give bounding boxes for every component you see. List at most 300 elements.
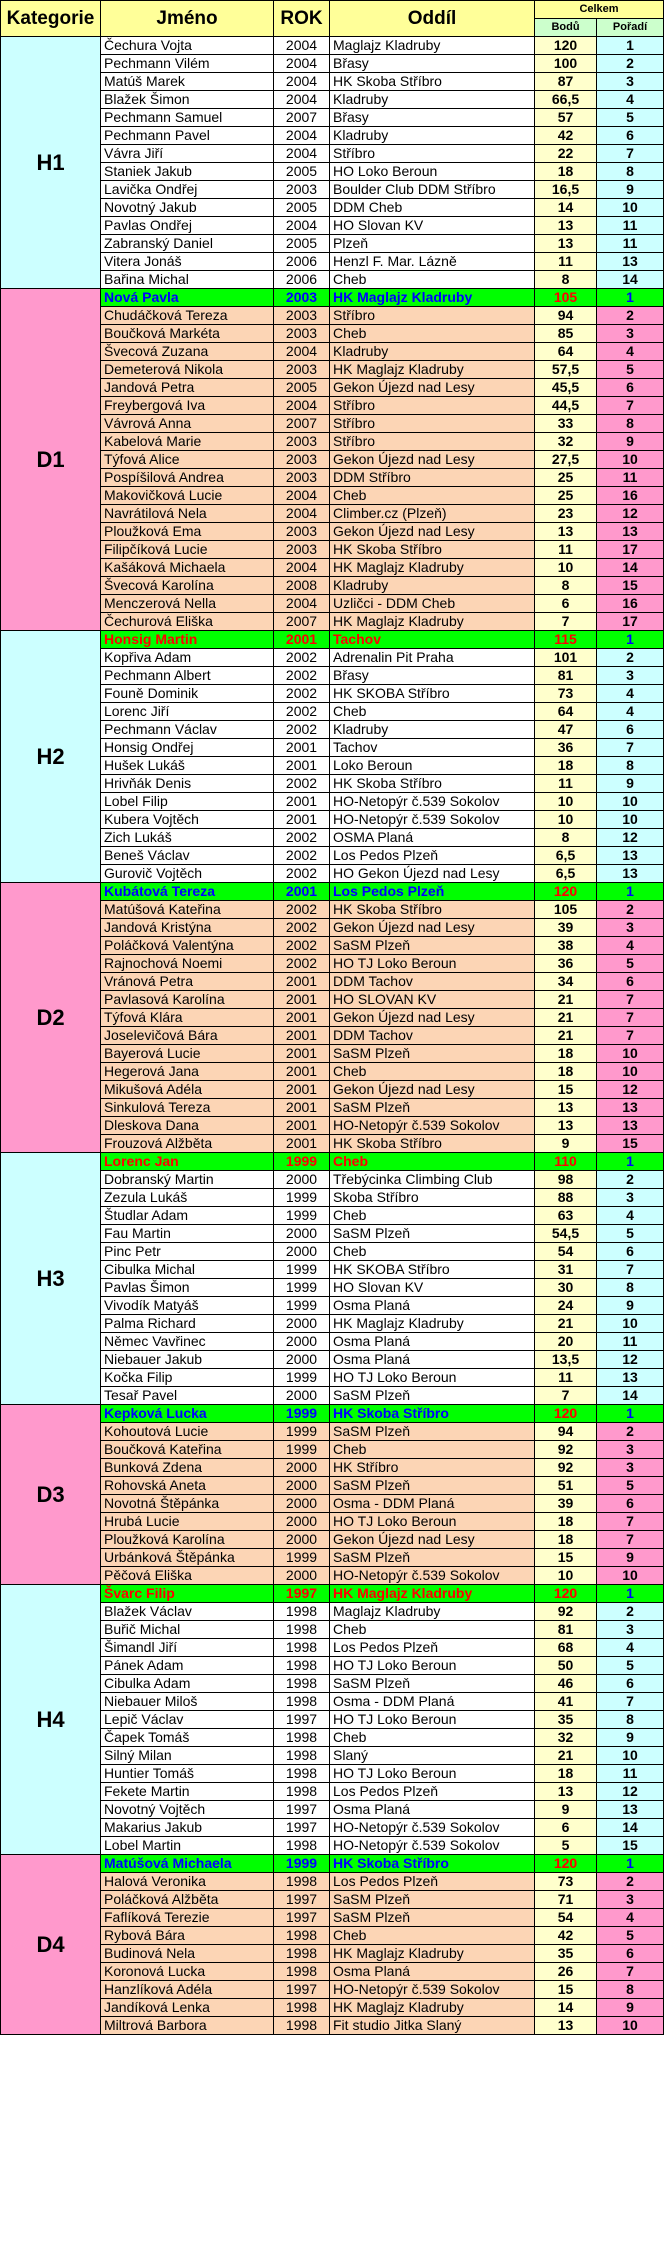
points: 8	[535, 829, 597, 847]
birth-year: 1999	[274, 1855, 330, 1873]
competitor-name: Švarc Filip	[101, 1585, 274, 1603]
points: 11	[535, 253, 597, 271]
club-name: DDM Tachov	[330, 1027, 535, 1045]
birth-year: 2000	[274, 1531, 330, 1549]
birth-year: 2001	[274, 1063, 330, 1081]
birth-year: 2004	[274, 73, 330, 91]
table-row	[1, 361, 664, 379]
rank: 11	[597, 469, 664, 487]
header-poradi: Pořadí	[597, 19, 664, 37]
competitor-name: Chudáčková Tereza	[101, 307, 274, 325]
competitor-name: Filipčíková Lucie	[101, 541, 274, 559]
rank: 17	[597, 541, 664, 559]
competitor-name: Rajnochová Noemi	[101, 955, 274, 973]
club-name: Osma Planá	[330, 1963, 535, 1981]
birth-year: 2001	[274, 1117, 330, 1135]
points: 11	[535, 775, 597, 793]
rank: 12	[597, 1783, 664, 1801]
points: 105	[535, 289, 597, 307]
birth-year: 2001	[274, 1081, 330, 1099]
competitor-name: Hegerová Jana	[101, 1063, 274, 1081]
points: 100	[535, 55, 597, 73]
competitor-name: Staniek Jakub	[101, 163, 274, 181]
club-name: Stříbro	[330, 415, 535, 433]
birth-year: 1998	[274, 1729, 330, 1747]
birth-year: 2004	[274, 217, 330, 235]
club-name: HO TJ Loko Beroun	[330, 1711, 535, 1729]
club-name: Osma Planá	[330, 1351, 535, 1369]
club-name: HK Maglajz Kladruby	[330, 289, 535, 307]
points: 98	[535, 1171, 597, 1189]
points: 27,5	[535, 451, 597, 469]
club-name: Kladruby	[330, 91, 535, 109]
birth-year: 1999	[274, 1441, 330, 1459]
rank: 11	[597, 235, 664, 253]
rank: 13	[597, 523, 664, 541]
table-row	[1, 1837, 664, 1855]
rank: 3	[597, 73, 664, 91]
club-name: HO-Netopýr č.539 Sokolov	[330, 1567, 535, 1585]
club-name: HO TJ Loko Beroun	[330, 1369, 535, 1387]
birth-year: 1998	[274, 1621, 330, 1639]
points: 94	[535, 307, 597, 325]
rank: 5	[597, 955, 664, 973]
club-name: OSMA Planá	[330, 829, 535, 847]
club-name: SaSM Plzeň	[330, 1549, 535, 1567]
rank: 13	[597, 1117, 664, 1135]
rank: 2	[597, 901, 664, 919]
rank: 9	[597, 181, 664, 199]
rank: 8	[597, 1981, 664, 1999]
club-name: Osma - DDM Planá	[330, 1693, 535, 1711]
rank: 14	[597, 559, 664, 577]
competitor-name: Sinkulová Tereza	[101, 1099, 274, 1117]
birth-year: 2001	[274, 883, 330, 901]
club-name: Kladruby	[330, 127, 535, 145]
birth-year: 1998	[274, 2017, 330, 2035]
table-row	[1, 1981, 664, 1999]
rank: 6	[597, 1945, 664, 1963]
competitor-name: Hrivňák Denis	[101, 775, 274, 793]
club-name: SaSM Plzeň	[330, 937, 535, 955]
points: 64	[535, 703, 597, 721]
table-row	[1, 2017, 664, 2035]
results-body	[1, 37, 664, 2035]
club-name: Gekon Újezd nad Lesy	[330, 1081, 535, 1099]
rank: 7	[597, 1693, 664, 1711]
table-row	[1, 1729, 664, 1747]
points: 57,5	[535, 361, 597, 379]
competitor-name: Beneš Václav	[101, 847, 274, 865]
competitor-name: Zezula Lukáš	[101, 1189, 274, 1207]
points: 25	[535, 469, 597, 487]
birth-year: 2003	[274, 289, 330, 307]
points: 34	[535, 973, 597, 991]
birth-year: 2002	[274, 901, 330, 919]
competitor-name: Pechmann Václav	[101, 721, 274, 739]
club-name: SaSM Plzeň	[330, 1423, 535, 1441]
competitor-name: Urbánková Štěpánka	[101, 1549, 274, 1567]
rank: 9	[597, 1729, 664, 1747]
table-row	[1, 739, 664, 757]
rank: 13	[597, 847, 664, 865]
birth-year: 2004	[274, 37, 330, 55]
table-row	[1, 1459, 664, 1477]
competitor-name: Čechurová Eliška	[101, 613, 274, 631]
table-row	[1, 1189, 664, 1207]
birth-year: 2001	[274, 1027, 330, 1045]
birth-year: 2003	[274, 469, 330, 487]
rank: 3	[597, 1189, 664, 1207]
club-name: Cheb	[330, 1063, 535, 1081]
club-name: Tachov	[330, 739, 535, 757]
table-row	[1, 973, 664, 991]
rank: 3	[597, 325, 664, 343]
points: 22	[535, 145, 597, 163]
rank: 12	[597, 505, 664, 523]
birth-year: 1999	[274, 1153, 330, 1171]
club-name: HK Skoba Stříbro	[330, 541, 535, 559]
rank: 8	[597, 163, 664, 181]
rank: 4	[597, 685, 664, 703]
table-row	[1, 721, 664, 739]
rank: 15	[597, 1135, 664, 1153]
table-row	[1, 1351, 664, 1369]
rank: 6	[597, 1243, 664, 1261]
points: 14	[535, 199, 597, 217]
rank: 13	[597, 1369, 664, 1387]
rank: 9	[597, 1549, 664, 1567]
table-row	[1, 541, 664, 559]
competitor-name: Tesař Pavel	[101, 1387, 274, 1405]
club-name: Tachov	[330, 631, 535, 649]
rank: 7	[597, 1513, 664, 1531]
table-row	[1, 1891, 664, 1909]
points: 13	[535, 235, 597, 253]
table-row	[1, 325, 664, 343]
rank: 6	[597, 1495, 664, 1513]
table-row	[1, 523, 664, 541]
points: 51	[535, 1477, 597, 1495]
points: 44,5	[535, 397, 597, 415]
table-row	[1, 1117, 664, 1135]
club-name: HO TJ Loko Beroun	[330, 955, 535, 973]
club-name: SaSM Plzeň	[330, 1675, 535, 1693]
birth-year: 1998	[274, 1927, 330, 1945]
category-label: H1	[1, 37, 101, 289]
competitor-name: Founě Dominik	[101, 685, 274, 703]
table-row	[1, 883, 664, 901]
table-row	[1, 847, 664, 865]
points: 10	[535, 811, 597, 829]
birth-year: 2004	[274, 595, 330, 613]
competitor-name: Silný Milan	[101, 1747, 274, 1765]
competitor-name: Dleskova Dana	[101, 1117, 274, 1135]
table-row	[1, 397, 664, 415]
table-row	[1, 1567, 664, 1585]
points: 54	[535, 1243, 597, 1261]
competitor-name: Nová Pavla	[101, 289, 274, 307]
competitor-name: Pechmann Samuel	[101, 109, 274, 127]
club-name: Cheb	[330, 271, 535, 289]
birth-year: 2001	[274, 1045, 330, 1063]
club-name: Gekon Újezd nad Lesy	[330, 919, 535, 937]
birth-year: 2000	[274, 1351, 330, 1369]
competitor-name: Miltrová Barbora	[101, 2017, 274, 2035]
category-label: D2	[1, 883, 101, 1153]
rank: 3	[597, 1891, 664, 1909]
club-name: Cheb	[330, 1441, 535, 1459]
birth-year: 2002	[274, 847, 330, 865]
rank: 6	[597, 379, 664, 397]
birth-year: 2002	[274, 865, 330, 883]
competitor-name: Hanzlíková Adéla	[101, 1981, 274, 1999]
competitor-name: Cibulka Adam	[101, 1675, 274, 1693]
table-row	[1, 1171, 664, 1189]
rank: 7	[597, 1531, 664, 1549]
birth-year: 2001	[274, 793, 330, 811]
table-row	[1, 73, 664, 91]
rank: 1	[597, 1585, 664, 1603]
rank: 4	[597, 1207, 664, 1225]
points: 92	[535, 1459, 597, 1477]
competitor-name: Niebauer Jakub	[101, 1351, 274, 1369]
birth-year: 1998	[274, 1963, 330, 1981]
points: 6	[535, 595, 597, 613]
table-row	[1, 1945, 664, 1963]
competitor-name: Švecová Zuzana	[101, 343, 274, 361]
table-row	[1, 991, 664, 1009]
table-row	[1, 1315, 664, 1333]
rank: 13	[597, 1801, 664, 1819]
points: 50	[535, 1657, 597, 1675]
competitor-name: Rohovská Aneta	[101, 1477, 274, 1495]
competitor-name: Mikušová Adéla	[101, 1081, 274, 1099]
competitor-name: Jandová Petra	[101, 379, 274, 397]
points: 10	[535, 559, 597, 577]
club-name: Cheb	[330, 487, 535, 505]
points: 16,5	[535, 181, 597, 199]
competitor-name: Gurovič Vojtěch	[101, 865, 274, 883]
club-name: Cheb	[330, 1153, 535, 1171]
birth-year: 2001	[274, 757, 330, 775]
table-row	[1, 37, 664, 55]
header-rok: ROK	[274, 1, 330, 37]
birth-year: 2003	[274, 361, 330, 379]
competitor-name: Boučková Kateřina	[101, 1441, 274, 1459]
club-name: HK Maglajz Kladruby	[330, 613, 535, 631]
club-name: Stříbro	[330, 433, 535, 451]
table-row	[1, 595, 664, 613]
rank: 1	[597, 1405, 664, 1423]
rank: 7	[597, 1027, 664, 1045]
competitor-name: Pechmann Albert	[101, 667, 274, 685]
points: 18	[535, 1513, 597, 1531]
points: 31	[535, 1261, 597, 1279]
points: 32	[535, 1729, 597, 1747]
table-row	[1, 1603, 664, 1621]
rank: 5	[597, 1927, 664, 1945]
competitor-name: Honsig Martin	[101, 631, 274, 649]
table-row	[1, 1639, 664, 1657]
table-row	[1, 1009, 664, 1027]
rank: 8	[597, 1711, 664, 1729]
competitor-name: Kočka Filip	[101, 1369, 274, 1387]
points: 14	[535, 1999, 597, 2017]
rank: 4	[597, 1639, 664, 1657]
rank: 13	[597, 253, 664, 271]
club-name: Cheb	[330, 703, 535, 721]
competitor-name: Lepič Václav	[101, 1711, 274, 1729]
competitor-name: Halová Veronika	[101, 1873, 274, 1891]
points: 63	[535, 1207, 597, 1225]
table-row	[1, 955, 664, 973]
birth-year: 1999	[274, 1549, 330, 1567]
table-row	[1, 1243, 664, 1261]
table-row	[1, 1819, 664, 1837]
table-row	[1, 577, 664, 595]
rank: 16	[597, 487, 664, 505]
club-name: HK Maglajz Kladruby	[330, 1999, 535, 2017]
club-name: Henzl F. Mar. Lázně	[330, 253, 535, 271]
points: 38	[535, 937, 597, 955]
points: 9	[535, 1801, 597, 1819]
table-row	[1, 289, 664, 307]
points: 21	[535, 1027, 597, 1045]
table-row	[1, 1495, 664, 1513]
rank: 13	[597, 865, 664, 883]
competitor-name: Pavlas Ondřej	[101, 217, 274, 235]
birth-year: 1997	[274, 1981, 330, 1999]
points: 81	[535, 667, 597, 685]
rank: 1	[597, 289, 664, 307]
competitor-name: Freybergová Iva	[101, 397, 274, 415]
club-name: HO-Netopýr č.539 Sokolov	[330, 811, 535, 829]
birth-year: 2000	[274, 1459, 330, 1477]
birth-year: 2002	[274, 829, 330, 847]
rank: 10	[597, 1315, 664, 1333]
competitor-name: Faflíková Terezie	[101, 1909, 274, 1927]
rank: 9	[597, 1999, 664, 2017]
club-name: HO TJ Loko Beroun	[330, 1765, 535, 1783]
club-name: Třebýcinka Climbing Club	[330, 1171, 535, 1189]
points: 42	[535, 1927, 597, 1945]
rank: 4	[597, 343, 664, 361]
points: 64	[535, 343, 597, 361]
competitor-name: Ploužková Ema	[101, 523, 274, 541]
birth-year: 2003	[274, 433, 330, 451]
competitor-name: Týfová Klára	[101, 1009, 274, 1027]
table-row	[1, 1621, 664, 1639]
table-row	[1, 127, 664, 145]
club-name: DDM Tachov	[330, 973, 535, 991]
club-name: HK Skoba Stříbro	[330, 775, 535, 793]
competitor-name: Vránová Petra	[101, 973, 274, 991]
club-name: Gekon Újezd nad Lesy	[330, 1009, 535, 1027]
rank: 2	[597, 1873, 664, 1891]
birth-year: 2002	[274, 667, 330, 685]
rank: 3	[597, 1621, 664, 1639]
competitor-name: Budinová Nela	[101, 1945, 274, 1963]
points: 10	[535, 793, 597, 811]
birth-year: 2004	[274, 487, 330, 505]
table-row	[1, 757, 664, 775]
birth-year: 2002	[274, 955, 330, 973]
points: 35	[535, 1711, 597, 1729]
birth-year: 1997	[274, 1801, 330, 1819]
points: 11	[535, 541, 597, 559]
rank: 2	[597, 55, 664, 73]
club-name: Los Pedos Plzeň	[330, 847, 535, 865]
birth-year: 2004	[274, 559, 330, 577]
birth-year: 2000	[274, 1495, 330, 1513]
points: 92	[535, 1603, 597, 1621]
rank: 2	[597, 1603, 664, 1621]
rank: 2	[597, 1171, 664, 1189]
rank: 2	[597, 307, 664, 325]
birth-year: 2001	[274, 973, 330, 991]
rank: 12	[597, 1081, 664, 1099]
club-name: HK Skoba Stříbro	[330, 73, 535, 91]
club-name: Gekon Újezd nad Lesy	[330, 379, 535, 397]
club-name: Cheb	[330, 325, 535, 343]
rank: 12	[597, 1351, 664, 1369]
table-row	[1, 1765, 664, 1783]
competitor-name: Lorenc Jan	[101, 1153, 274, 1171]
table-row	[1, 235, 664, 253]
club-name: Maglajz Kladruby	[330, 37, 535, 55]
rank: 10	[597, 199, 664, 217]
table-row	[1, 1963, 664, 1981]
club-name: Los Pedos Plzeň	[330, 1639, 535, 1657]
table-row	[1, 1099, 664, 1117]
points: 30	[535, 1279, 597, 1297]
table-row	[1, 253, 664, 271]
table-row	[1, 1153, 664, 1171]
birth-year: 2001	[274, 1099, 330, 1117]
club-name: Stříbro	[330, 397, 535, 415]
rank: 1	[597, 883, 664, 901]
table-row	[1, 109, 664, 127]
rank: 11	[597, 1333, 664, 1351]
birth-year: 2004	[274, 145, 330, 163]
points: 35	[535, 1945, 597, 1963]
competitor-name: Čechura Vojta	[101, 37, 274, 55]
table-row	[1, 55, 664, 73]
rank: 1	[597, 1153, 664, 1171]
rank: 10	[597, 1747, 664, 1765]
competitor-name: Pechmann Pavel	[101, 127, 274, 145]
points: 18	[535, 757, 597, 775]
table-row	[1, 163, 664, 181]
club-name: HK Skoba Stříbro	[330, 1405, 535, 1423]
points: 25	[535, 487, 597, 505]
club-name: HO Gekon Újezd nad Lesy	[330, 865, 535, 883]
club-name: Osma - DDM Planá	[330, 1495, 535, 1513]
competitor-name: Boučková Markéta	[101, 325, 274, 343]
competitor-name: Huntier Tomáš	[101, 1765, 274, 1783]
competitor-name: Hušek Lukáš	[101, 757, 274, 775]
club-name: HK Maglajz Kladruby	[330, 1585, 535, 1603]
competitor-name: Pěčová Eliška	[101, 1567, 274, 1585]
club-name: Los Pedos Plzeň	[330, 1783, 535, 1801]
points: 81	[535, 1621, 597, 1639]
points: 13	[535, 1783, 597, 1801]
rank: 6	[597, 1675, 664, 1693]
rank: 5	[597, 1477, 664, 1495]
rank: 4	[597, 91, 664, 109]
club-name: Břasy	[330, 109, 535, 127]
